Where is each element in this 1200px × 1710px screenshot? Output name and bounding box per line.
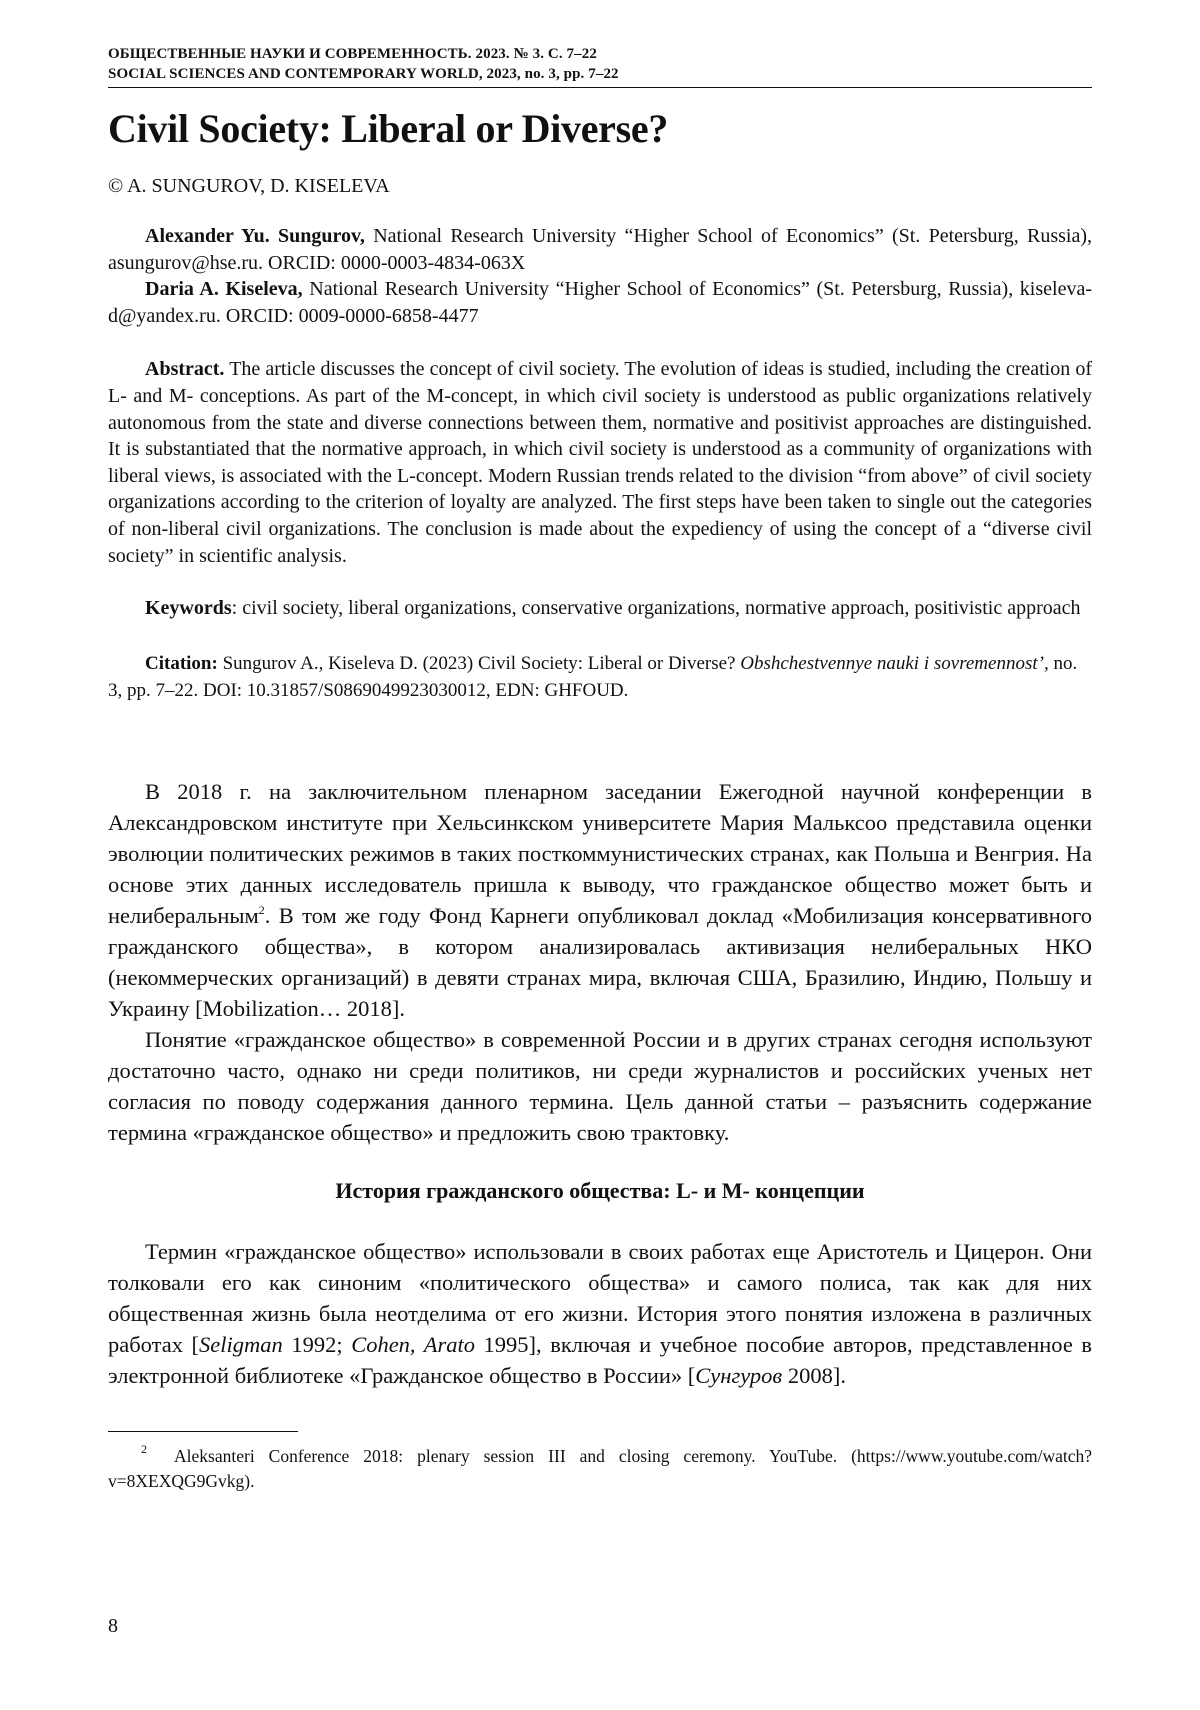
abstract-text: The article discusses the concept of civil society. The evolution of ideas is studied, including the creation of L- and M- conceptions. As part of the M-concept, in which civil society is understood as public organizations relatively autonomous from the state and diverse connections between them, normative and positivist approaches are distinguished. It is substantiated that the normative approach, in which civil society is understood as a community of organizations with liberal views, is associated with the L-concept. Modern Russian trends related to the division “from above” of civil society organizations according to the criterion of loyalty are analyzed. The first steps have been taken to single out the categories of non-liberal civil organizations. The conclusion is made about the expediency of using the concept of a “diverse civil society” in scientific analysis.: [108, 358, 1092, 567]
footnote-rule: [108, 1431, 298, 1432]
page: [108, 44, 1092, 1494]
affiliation-kiseleva: [108, 276, 1092, 329]
citation: [108, 650, 1092, 704]
author-name: Daria A. Kiseleva,: [145, 278, 303, 301]
article-body: [108, 776, 1092, 1148]
affiliation-sungurov: [108, 223, 1092, 276]
keywords-text: : civil society, liberal organizations, conservative organizations, normative approach, positivistic approach: [231, 597, 1081, 620]
header-rule: [108, 87, 1092, 88]
paragraph-1: В 2018 г. на заключительном пленарном заседании Ежегодной научной конференции в Александровском институте при Хельсинкском университете Мария Мальксоо представила оценки эволюции политических режимов в таких посткоммунистических странах, как Польша и Венгрия. На основе этих данных исследователь пришла к выводу, что гражданское общество может быть и нелиберальным$^2$. В том же году Фонд Карнеги опубликовал доклад «Мобилизация консервативного гражданского общества», в котором анализировалась активизация нелиберальных НКО (некоммерческих организаций) в девяти странах мира, включая США, Бразилию, Индию, Польшу и Украину [Mobilization… 2018].: [108, 778, 1092, 1021]
affiliations: [108, 223, 1092, 329]
citation-journal: Obshchestvennye nauki i sovremennost’,: [740, 652, 1049, 674]
footnote-number: 2: [141, 1441, 147, 1456]
footnote: [108, 1441, 1092, 1494]
authors-line: © A. SUNGUROV, D. KISELEVA: [108, 175, 390, 197]
section-heading: История гражданского общества: L- и M- концепции: [335, 1177, 865, 1203]
article-body-section: [108, 1236, 1092, 1391]
journal-line-en: SOCIAL SCIENCES AND CONTEMPORARY WORLD, 2023, no. 3, pp. 7–22: [108, 66, 619, 82]
footnote-ref[interactable]: 2: [258, 902, 265, 917]
abstract: [108, 356, 1092, 569]
citation-details: no. 3, pp. 7–22. DOI: 10.31857/S0869049923030012, EDN: GHFOUD.: [108, 652, 1078, 701]
keywords: [108, 595, 1092, 622]
paragraph-3: Термин «гражданское общество» использовали в своих работах еще Аристотель и Цицерон. Они толковали его как синоним «политического общества» и самого полиса, так как для них общественная жизнь была неотделима от его жизни. История этого понятия изложена в различных работах [Seligman 1992; Cohen, Arato 1995], включая и учебное пособие авторов, представленное в электронной библиотеке «Гражданское общество в России» [Сунгуров 2008].: [108, 1238, 1092, 1388]
journal-line-ru: ОБЩЕСТВЕННЫЕ НАУКИ И СОВРЕМЕННОСТЬ. 2023. № 3. С. 7–22: [108, 46, 597, 62]
affiliation-text: National Research University “Higher School of Economics” (St. Petersburg, Russia), asungurov@hse.ru. ORCID: 0000-0003-4834-063X: [108, 225, 1092, 274]
page-number: 8: [108, 1615, 118, 1637]
author-name: Alexander Yu. Sungurov,: [145, 225, 365, 247]
running-header: [108, 44, 1092, 84]
citation-text: Sungurov A., Kiseleva D. (2023) Civil Society: Liberal or Diverse?: [217, 652, 741, 674]
footnote-text: Aleksanteri Conference 2018: plenary session III and closing ceremony. YouTube. (https://www.youtube.com/watch?v=8XEXQG9Gvkg).: [108, 1445, 1092, 1491]
reference-sungurov: Сунгуров: [695, 1362, 783, 1388]
paragraph-2: Понятие «гражданское общество» в современной России и в других странах сегодня используют достаточно часто, однако ни среди политиков, ни среди журналистов и российских ученых нет согласия по поводу содержания данного термина. Цель данной статьи – разъяснить содержание термина «гражданское общество» и предложить свою трактовку.: [108, 1026, 1092, 1145]
reference-cohen-arato: Cohen, Arato: [351, 1331, 475, 1357]
abstract-label: Abstract.: [145, 358, 225, 381]
keywords-label: Keywords: [145, 597, 232, 620]
article-title: Civil Society: Liberal or Diverse?: [108, 106, 669, 151]
reference-seligman: Seligman: [199, 1331, 283, 1357]
affiliation-text: National Research University “Higher School of Economics” (St. Petersburg, Russia), kiseleva-d@yandex.ru. ORCID: 0009-0000-6858-4477: [108, 278, 1092, 327]
citation-label: Citation:: [145, 652, 218, 674]
